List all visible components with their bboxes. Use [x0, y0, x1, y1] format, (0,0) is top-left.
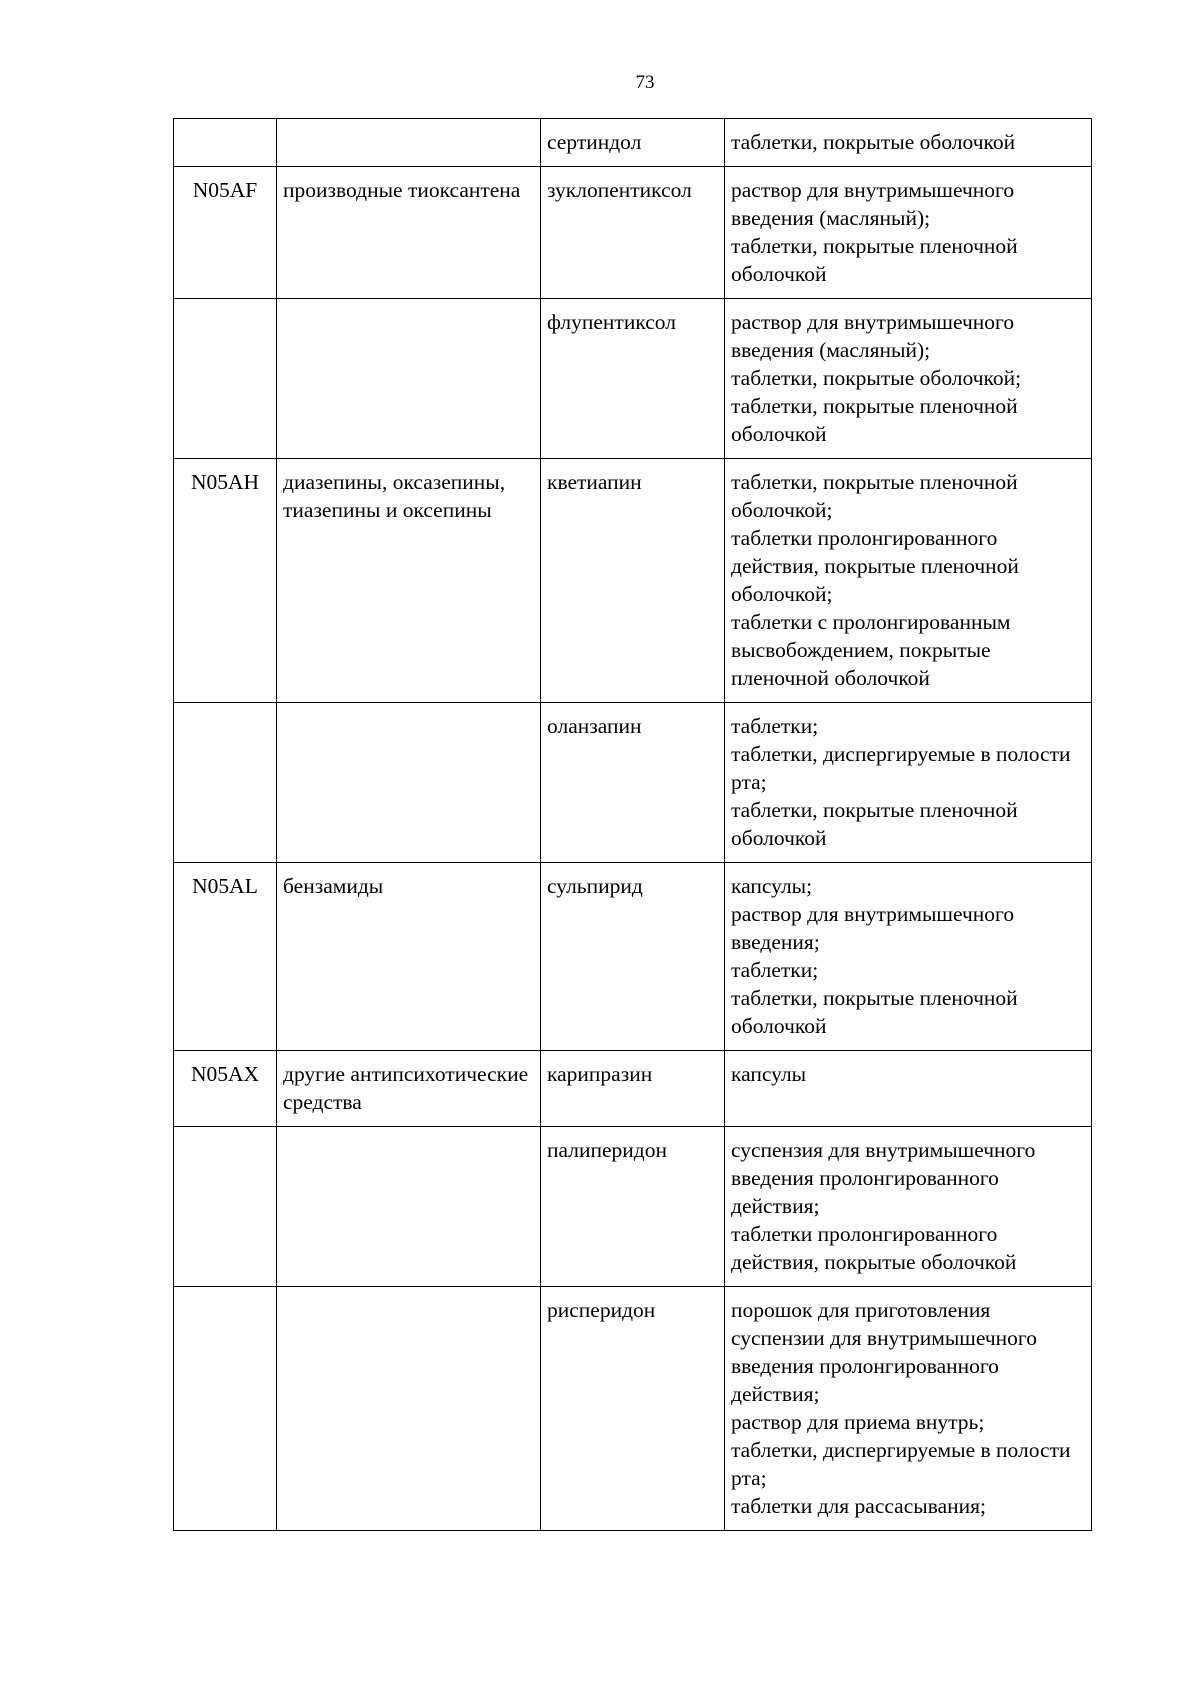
pharmacological-group-cell: диазепины, оксазепины, тиазепины и оксепины: [277, 459, 541, 703]
pharmacological-group-cell: производные тиоксантена: [277, 167, 541, 299]
dosage-form-item: раствор для внутримышечного введения (масляный);: [731, 310, 1015, 362]
dosage-forms-cell: [725, 459, 1092, 703]
dosage-forms-cell: [725, 299, 1092, 459]
atc-code-cell: N05AX: [174, 1051, 277, 1127]
dosage-form-item: таблетки, покрытые пленочной оболочкой: [731, 798, 1018, 850]
page-number: 73: [635, 72, 655, 93]
dosage-form-item: таблетки, диспергируемые в полости рта;: [731, 1438, 1071, 1490]
dosage-form-item: капсулы;: [731, 874, 813, 898]
drug-name-cell: кветиапин: [541, 459, 725, 703]
atc-code-cell: [174, 119, 277, 167]
table-row: [174, 863, 1092, 1051]
drug-name-cell: оланзапин: [541, 703, 725, 863]
dosage-form-item: таблетки, диспергируемые в полости рта;: [731, 742, 1071, 794]
drug-name-cell: рисперидон: [541, 1287, 725, 1531]
drug-list-table: [173, 118, 1092, 1531]
dosage-forms-cell: [725, 1051, 1092, 1127]
dosage-form-item: таблетки пролонгированного действия, покрытые оболочкой: [731, 1222, 1017, 1274]
dosage-form-item: раствор для внутримышечного введения (масляный);: [731, 178, 1015, 230]
dosage-form-item: таблетки;: [731, 714, 819, 738]
dosage-form-item: порошок для приготовления суспензии для внутримышечного введения пролонгированного действия;: [731, 1298, 1037, 1406]
atc-code-cell: [174, 1127, 277, 1287]
dosage-form-item: таблетки с пролонгированным высвобождением, покрытые пленочной оболочкой: [731, 610, 1011, 690]
dosage-form-item: таблетки, покрытые оболочкой: [731, 130, 1016, 154]
drug-name-cell: палиперидон: [541, 1127, 725, 1287]
dosage-forms-cell: [725, 119, 1092, 167]
dosage-form-item: таблетки, покрытые пленочной оболочкой: [731, 234, 1018, 286]
dosage-form-item: таблетки пролонгированного действия, покрытые пленочной оболочкой;: [731, 526, 1019, 606]
pharmacological-group-cell: [277, 119, 541, 167]
atc-code-cell: [174, 299, 277, 459]
drug-name-cell: зуклопентиксол: [541, 167, 725, 299]
drug-name-cell: флупентиксол: [541, 299, 725, 459]
pharmacological-group-cell: бензамиды: [277, 863, 541, 1051]
drug-name-cell: карипразин: [541, 1051, 725, 1127]
atc-code-cell: N05AL: [174, 863, 277, 1051]
pharmacological-group-cell: другие антипсихотические средства: [277, 1051, 541, 1127]
atc-code-cell: [174, 703, 277, 863]
pharmacological-group-cell: [277, 1127, 541, 1287]
dosage-form-item: таблетки, покрытые пленочной оболочкой;: [731, 470, 1018, 522]
atc-code-cell: [174, 1287, 277, 1531]
dosage-form-item: таблетки, покрытые оболочкой;: [731, 366, 1022, 390]
atc-code-cell: N05AH: [174, 459, 277, 703]
table-row: [174, 1127, 1092, 1287]
table-row: [174, 1051, 1092, 1127]
dosage-forms-cell: [725, 863, 1092, 1051]
dosage-forms-cell: [725, 1287, 1092, 1531]
dosage-form-item: таблетки, покрытые пленочной оболочкой: [731, 394, 1018, 446]
table-row: [174, 167, 1092, 299]
dosage-form-item: таблетки, покрытые пленочной оболочкой: [731, 986, 1018, 1038]
table-row: [174, 703, 1092, 863]
dosage-form-item: таблетки;: [731, 958, 819, 982]
pharmacological-group-cell: [277, 299, 541, 459]
dosage-form-item: раствор для внутримышечного введения;: [731, 902, 1015, 954]
dosage-form-item: суспензия для внутримышечного введения пролонгированного действия;: [731, 1138, 1036, 1218]
dosage-form-item: раствор для приема внутрь;: [731, 1410, 985, 1434]
drug-name-cell: сертиндол: [541, 119, 725, 167]
drug-name-cell: сульпирид: [541, 863, 725, 1051]
dosage-forms-cell: [725, 167, 1092, 299]
table-row: [174, 119, 1092, 167]
atc-code-cell: N05AF: [174, 167, 277, 299]
table-row: [174, 1287, 1092, 1531]
dosage-form-item: капсулы: [731, 1062, 807, 1086]
dosage-forms-cell: [725, 1127, 1092, 1287]
dosage-form-item: таблетки для рассасывания;: [731, 1494, 986, 1518]
table-row: [174, 299, 1092, 459]
pharmacological-group-cell: [277, 1287, 541, 1531]
table-row: [174, 459, 1092, 703]
pharmacological-group-cell: [277, 703, 541, 863]
dosage-forms-cell: [725, 703, 1092, 863]
